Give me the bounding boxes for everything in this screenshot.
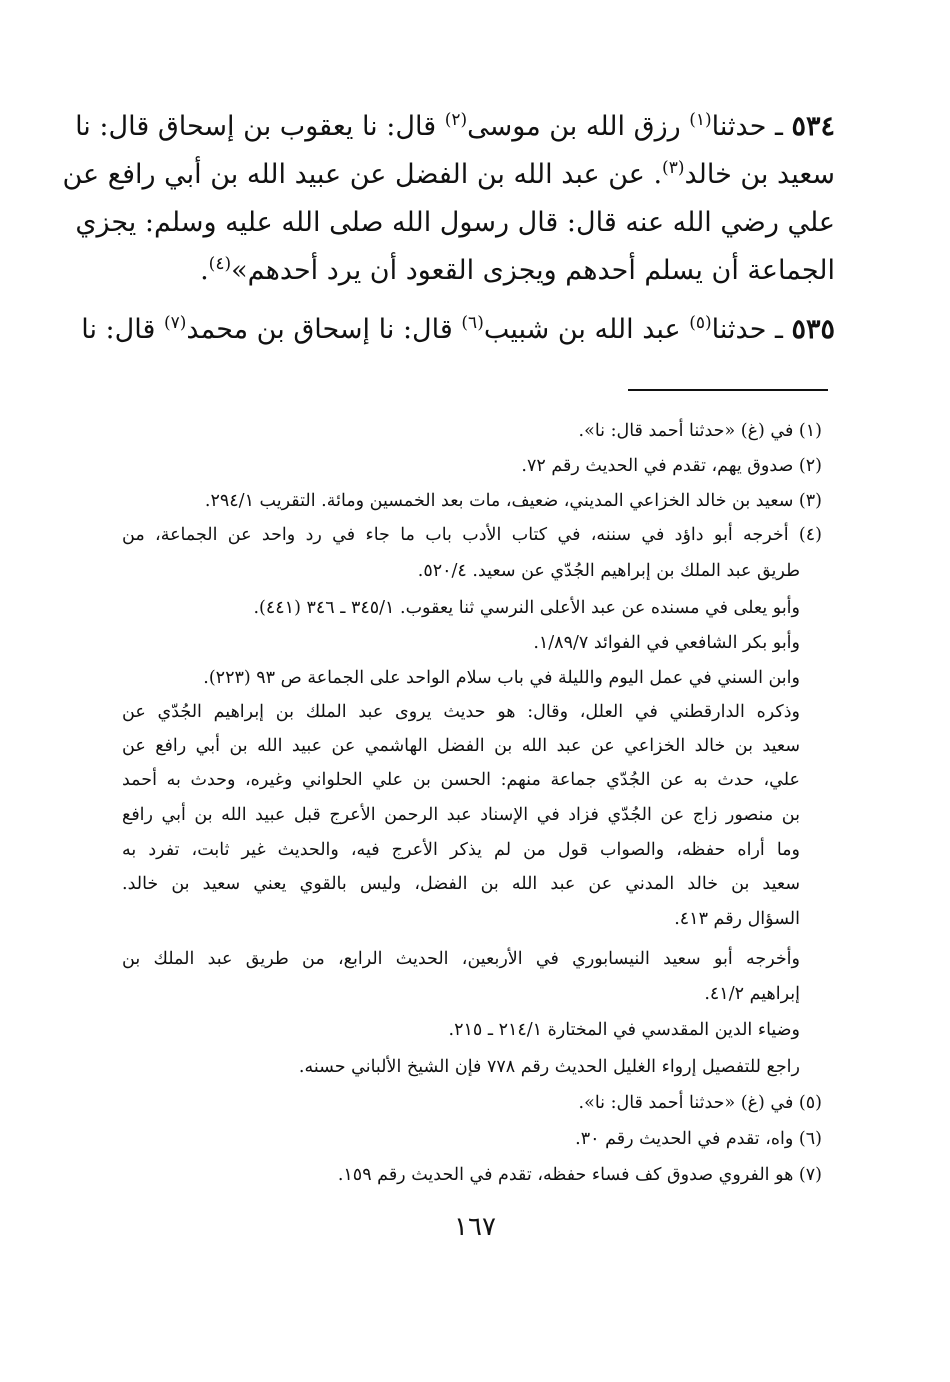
- footnote-ref-4: (٤): [208, 254, 232, 274]
- hadith-535-line-1: ٥٣٥ ـ حدثنا$^{(٥)}$ عبد الله بن شبيب$^{(٦)}$ قال: نا إسحاق بن محمد$^{(٧)}$ قال: نا: [81, 313, 835, 345]
- footnote-4-line: طريق عبد الملك بن إبراهيم الجُدّي عن سعيد. ٥٢٠/٤.: [417, 561, 800, 581]
- hadith-534-line-3: علي رضي الله عنه قال: قال رسول الله صلى الله عليه وسلم: يجزي: [75, 207, 835, 238]
- footnote-4-line: علي، حدث به عن الجُدّي جماعة منهم: الحسن بن علي الحلواني وغيره، وحدث به أحمد: [122, 770, 800, 790]
- footnote-4-line: وأخرجه أبو سعيد النيسابوري في الأربعين، الحديث الرابع، من طريق عبد الملك بن: [122, 949, 800, 969]
- footnote-separator: [628, 389, 828, 391]
- footnote-2: (٢) صدوق يهم، تقدم في الحديث رقم ٧٢.: [521, 456, 822, 476]
- footnote-4-line: (٤) أخرجه أبو داؤد في سننه، في كتاب الأدب باب ما جاء في رد واحد عن الجماعة، من: [122, 525, 822, 545]
- footnote-4-line: راجع للتفصيل إرواء الغليل الحديث رقم ٧٧٨ فإن الشيخ الألباني حسنه.: [298, 1057, 800, 1077]
- footnote-ref-7: (٧): [164, 313, 187, 333]
- footnote-4-line: وضياء الدين المقدسي في المختارة ٢١٤/١ ـ ٢١٥.: [448, 1020, 800, 1040]
- footnote-3: (٣) سعيد بن خالد الخزاعي المديني، ضعيف، مات بعد الخمسين ومائة. التقريب ٢٩٤/١.: [204, 491, 822, 511]
- footnote-4-line: وأبو بكر الشافعي في الفوائد ١/٨٩/٧.: [533, 633, 800, 653]
- footnote-ref-1: (١): [689, 110, 712, 130]
- footnote-4-line: بن منصور زاج عن الجُدّي فزاد في الإسناد عبد الرحمن الأعرج قبل عبيد الله بن أبي رافع: [122, 805, 800, 825]
- footnote-ref-5: (٥): [689, 313, 712, 333]
- hadith-number-535: ٥٣٥: [791, 314, 835, 345]
- footnote-4-line: وابن السني في عمل اليوم والليلة في باب سلام الواحد على الجماعة ص ٩٣ (٢٢٣).: [203, 668, 800, 688]
- hadith-number-534: ٥٣٤: [791, 111, 835, 142]
- footnote-5: (٥) في (غ) «حدثنا أحمد قال: نا».: [578, 1093, 822, 1113]
- footnote-4-line: إبراهيم ٤١/٢.: [704, 984, 800, 1004]
- hadith-534-line-2: سعيد بن خالد$^{(٣)}$. عن عبد الله بن الفضل عن عبيد الله بن أبي رافع عن: [62, 158, 835, 190]
- footnote-4-line: سعيد بن خالد الخزاعي عن عبد الله بن الفضل الهاشمي عن عبيد الله بن أبي رافع عن: [122, 736, 800, 756]
- footnote-ref-6: (٦): [461, 313, 484, 333]
- footnote-ref-3: (٣): [662, 158, 685, 178]
- footnote-4-line: وما أراه حفظه، والصواب قول من لم يذكر الأعرج فيه، والحديث غير ثابت، تفرد به: [122, 840, 800, 860]
- footnote-1: (١) في (غ) «حدثنا أحمد قال: نا».: [578, 421, 822, 441]
- footnote-4-line: وأبو يعلى في مسنده عن عبد الأعلى النرسي ثنا يعقوب. ٣٤٥/١ ـ ٣٤٦ (٤٤١).: [253, 598, 800, 618]
- footnote-4-line: سعيد بن خالد المدني عن عبد الله بن الفضل، وليس بالقوي يعني سعيد بن خالد.: [122, 874, 800, 894]
- footnote-7: (٧) هو الفروي صدوق كف فساء حفظه، تقدم في الحديث رقم ١٥٩.: [337, 1165, 822, 1185]
- footnote-6: (٦) واه، تقدم في الحديث رقم ٣٠.: [575, 1129, 822, 1149]
- page-number: ١٦٧: [454, 1212, 496, 1242]
- footnote-4-line: وذكره الدارقطني في العلل، وقال: هو حديث يروى عبد الملك بن إبراهيم الجُدّي عن: [122, 702, 800, 722]
- footnote-ref-2: (٢): [444, 110, 468, 130]
- footnote-4-line: السؤال رقم ٤١٣.: [674, 909, 800, 929]
- hadith-534-line-1: ٥٣٤ ـ حدثنا$^{(١)}$ رزق الله بن موسى$^{(٢)}$ قال: نا يعقوب بن إسحاق قال: نا: [75, 110, 835, 142]
- hadith-534-line-4: الجماعة أن يسلم أحدهم ويجزى القعود أن يرد أحدهم»$^{(٤)}$.: [200, 254, 835, 286]
